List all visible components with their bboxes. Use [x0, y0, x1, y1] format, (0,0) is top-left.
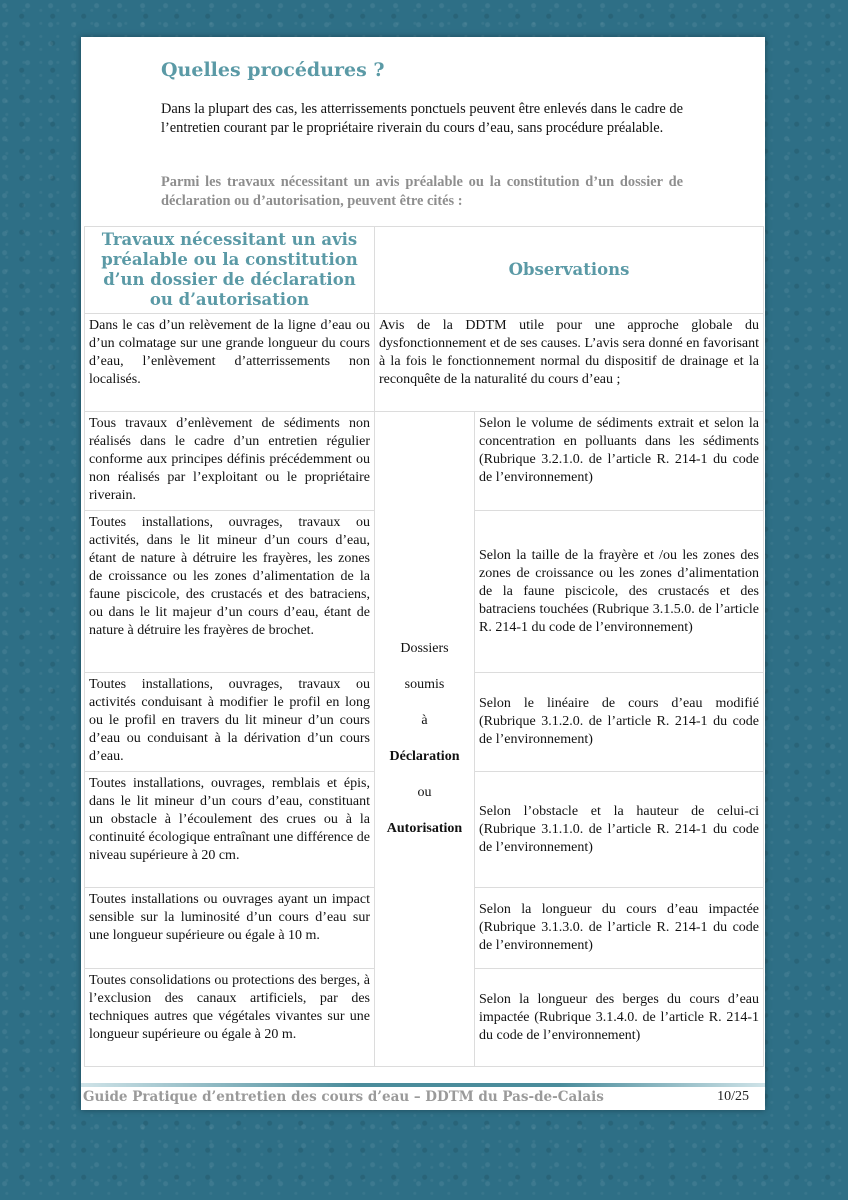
- works-cell: Dans le cas d’un relèvement de la ligne d’eau ou d’un colmatage sur une grande longueur du cours d’eau, l’enlèvement d’atterrissements non localisés.: [85, 314, 375, 412]
- footer-divider: [81, 1083, 765, 1087]
- observation-cell: Avis de la DDTM utile pour une approche globale du dysfonctionnement et de ses causes. L’avis sera donné en favorisant à la fois le fonctionnement normal du dispositif de drainage et la reconquête de la naturalité du cours d’eau ;: [375, 314, 764, 412]
- table-row: [85, 412, 764, 511]
- header-observations: Observations: [375, 227, 764, 314]
- procedure-line-autorisation: Autorisation: [386, 821, 463, 836]
- table-header-row: [85, 227, 764, 314]
- page-number: 10/25: [717, 1089, 749, 1104]
- observation-cell: Selon le volume de sédiments extrait et selon la concentration en polluants dans les sédiments (Rubrique 3.2.1.0. de l’article R. 214-1 du code de l’environnement): [475, 412, 764, 511]
- header-works: Travaux nécessitant un avis préalable ou la constitution d’un dossier de déclaration ou d’autorisation: [85, 227, 375, 314]
- works-cell: Tous travaux d’enlèvement de sédiments non réalisés dans le cadre d’un entretien régulier conforme aux principes définis précédemment ou non réalisés par l’exploitant ou le propriétaire riverain.: [85, 412, 375, 511]
- footer-title: Guide Pratique d’entretien des cours d’eau – DDTM du Pas-de-Calais: [83, 1089, 604, 1105]
- procedure-line-declaration: Déclaration: [389, 749, 460, 764]
- procedure-line: Dossiers: [400, 641, 449, 656]
- procedure-line: soumis: [404, 677, 445, 692]
- procedure-line: ou: [417, 785, 432, 800]
- works-cell: Toutes installations, ouvrages, travaux ou activités conduisant à modifier le profil en long ou le profil en travers du lit mineur d’un cours d’eau ou conduisant à la dérivation d’un cours d’eau.: [85, 673, 375, 772]
- procedure-line: à: [421, 713, 428, 728]
- works-cell: Toutes installations ou ouvrages ayant un impact sensible sur la luminosité d’un cours d’eau sur une longueur supérieure ou égale à 10 m.: [85, 888, 375, 969]
- section-heading: Quelles procédures ?: [161, 59, 385, 81]
- works-cell: Toutes installations, ouvrages, travaux ou activités, dans le lit mineur d’un cours d’eau, étant de nature à détruire les frayères, les zones de croissance ou les zones d’alimentation de la faune piscicole, des crustacés et des batraciens, ou dans le lit majeur d’un cours d’eau, étant de nature à détruire les frayères de brochet.: [85, 511, 375, 673]
- observation-cell: Selon le linéaire de cours d’eau modifié (Rubrique 3.1.2.0. de l’article R. 214-1 du code de l’environnement): [475, 673, 764, 772]
- procedure-cell: [375, 412, 475, 1067]
- table-row: [85, 314, 764, 412]
- observation-cell: Selon l’obstacle et la hauteur de celui-ci (Rubrique 3.1.1.0. de l’article R. 214-1 du code de l’environnement): [475, 772, 764, 888]
- observation-cell: Selon la taille de la frayère et /ou les zones des zones de croissance ou les zones d’alimentation de la faune piscicole, des crustacés et des batraciens touchées (Rubrique 3.1.5.0. de l’article R. 214-1 du code de l’environnement): [475, 511, 764, 673]
- intro-paragraph: Dans la plupart des cas, les atterrissements ponctuels peuvent être enlevés dans le cadre de l’entretien courant par le propriétaire riverain du cours d’eau, sans procédure préalable.: [161, 101, 683, 136]
- observation-cell: Selon la longueur des berges du cours d’eau impactée (Rubrique 3.1.4.0. de l’article R. 214-1 du code de l’environnement): [475, 969, 764, 1067]
- page-footer: [81, 1083, 765, 1107]
- procedures-table: [84, 226, 764, 1067]
- observation-cell: Selon la longueur du cours d’eau impactée (Rubrique 3.1.3.0. de l’article R. 214-1 du code de l’environnement): [475, 888, 764, 969]
- works-cell: Toutes consolidations ou protections des berges, à l’exclusion des canaux artificiels, par des techniques autres que végétales vivantes sur une longueur supérieure ou égale à 20 m.: [85, 969, 375, 1067]
- works-cell: Toutes installations, ouvrages, remblais et épis, dans le lit mineur d’un cours d’eau, constituant un obstacle à l’écoulement des crues ou à la continuité écologique entraînant une différence de niveau supérieure à 20 cm.: [85, 772, 375, 888]
- lead-paragraph: Parmi les travaux nécessitant un avis préalable ou la constitution d’un dossier de déclaration ou d’autorisation, peuvent être cités :: [161, 174, 683, 209]
- document-page: [81, 37, 765, 1110]
